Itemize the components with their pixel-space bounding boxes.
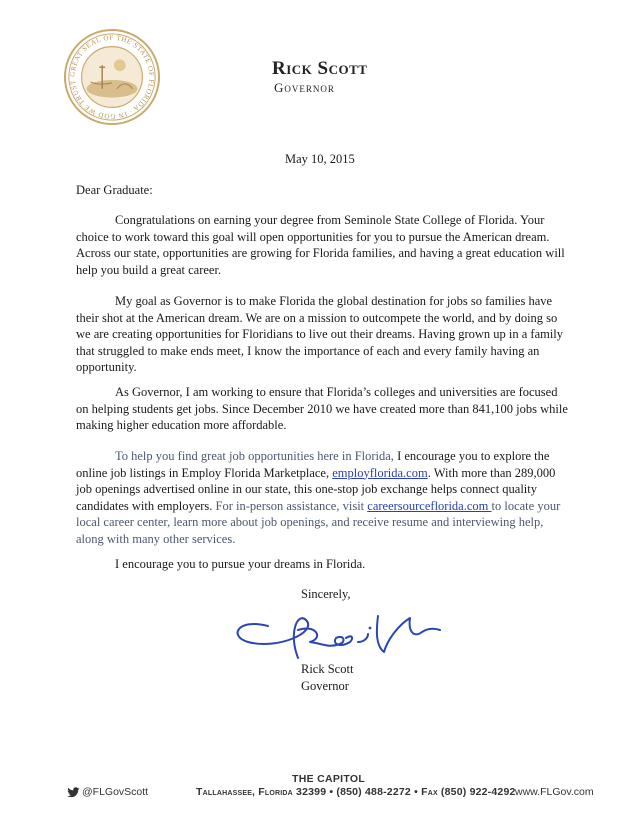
careersourceflorida-link[interactable]: careersourceflorida.com xyxy=(367,498,492,513)
paragraph-closing: I encourage you to pursue your dreams in Florida. xyxy=(115,557,366,571)
signer-title: Governor xyxy=(301,679,349,693)
footer-address: Tallahassee, Florida 32399 • (850) 488-2272 • Fax (850) 922-4292 xyxy=(196,786,516,798)
closing-sincerely: Sincerely, xyxy=(301,587,351,601)
handwritten-signature xyxy=(228,598,458,668)
signer-name: Rick Scott xyxy=(301,662,354,676)
p4-services: to locate your local career center, learn more about job openings, and receive resume and interviewing help, along with many other services. xyxy=(76,498,561,546)
paragraph-jobs: As Governor, I am working to ensure that Florida’s colleges and universities are focused on helping students get jobs. Since December 2010 we have created more than 841,100 jobs while making higher education more affordable. xyxy=(76,385,568,433)
state-seal-logo xyxy=(63,28,161,126)
footer-twitter-handle: @FLGovScott xyxy=(82,786,149,798)
svg-text:GREAT SEAL OF THE STATE OF FLO: GREAT SEAL OF THE STATE OF FLORIDA · IN GOD WE TRUST xyxy=(68,33,156,121)
footer-website: www.FLGov.com xyxy=(515,786,594,798)
letter-date: May 10, 2015 xyxy=(285,152,355,166)
footer-building: THE CAPITOL xyxy=(292,773,366,785)
salutation: Dear Graduate: xyxy=(76,183,153,197)
paragraph-congratulations: Congratulations on earning your degree from Seminole State College of Florida. Your choice to work toward this goal will open opportunities for you to pursue the American dream. Across our state, opportunities are growing for Florida families, and having a great education will help you build a great career. xyxy=(76,213,565,277)
letterhead-title: Governor xyxy=(274,80,335,95)
p4-assistance: For in-person assistance, visit xyxy=(215,498,368,513)
paragraph-goal: My goal as Governor is to make Florida the global destination for jobs so families have their shot at the American dream. We are on a mission to outcompete the world, and by doing so we are creating opportunities for Floridians to live out their dreams. Having grown up in a family that struggled to make ends meet, I know the importance of each and every family having an opportunity. xyxy=(76,294,564,375)
twitter-bird-icon xyxy=(67,787,80,798)
employflorida-link[interactable]: employflorida.com xyxy=(332,465,428,480)
footer xyxy=(0,786,638,802)
letterhead xyxy=(272,58,367,96)
p4-encourage: I encourage you to explore the online job listings in Employ Florida Marketplace, xyxy=(76,449,550,480)
p4-marketplace: . With more than 289,000 job openings advertised online in our state, this one-stop job exchange helps connect quality candidates with employers. xyxy=(76,465,556,513)
p4-intro: To help you find great job opportunities here in Florida, xyxy=(115,449,398,463)
paragraph-job-resources xyxy=(76,448,568,548)
letterhead-name: Rick Scott xyxy=(272,58,368,79)
